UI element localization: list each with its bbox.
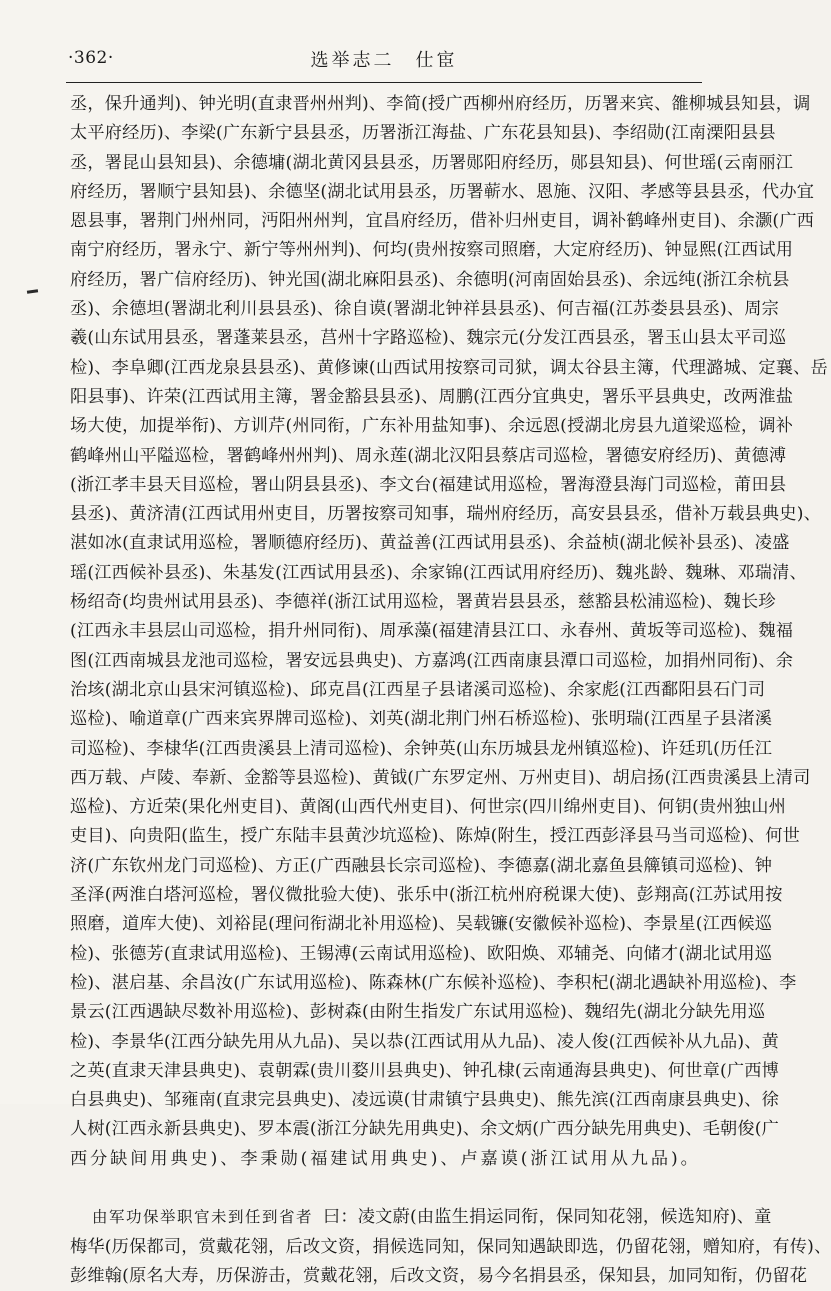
- text-line: 巡检)、方近荣(果化州吏目)、黄阁(山西代州吏目)、何世宗(四川绵州吏目)、何钥(贵州独山州: [70, 797, 786, 818]
- text-line: 鹤峰州山平隘巡检，署鹤峰州州判)、周永莲(湖北汉阳县蔡店司巡检，署德安府经历)、黄德溥: [70, 445, 787, 466]
- page-header: [68, 46, 700, 72]
- section-text: 曰：凌文蔚(由监生捐运同衔，保同知花翎，候选知府)、童: [323, 1207, 772, 1228]
- text-line: 司巡检)、李棣华(江西贵溪县上清司巡检)、余钟英(山东历城县龙州镇巡检)、许廷玑(历任江: [70, 738, 773, 759]
- body-text: [70, 90, 831, 1291]
- text-line: 检)、李景华(江西分缺先用从九品)、吴以恭(江西试用从九品)、凌人俊(江西候补从九品)、黄: [70, 1031, 780, 1052]
- text-line: 丞)、余德坦(署湖北利川县县丞)、徐自谟(署湖北钟祥县县丞)、何吉福(江苏娄县县丞)、周宗: [70, 299, 780, 320]
- text-line: 检)、湛启基、余昌汝(广东试用巡检)、陈森林(广东候补巡检)、李积杞(湖北遇缺补用巡检)、李: [70, 972, 797, 993]
- section-subhead: 由军功保举职官未到任到省者: [92, 1208, 314, 1227]
- text-line: 之英(直隶天津县典史)、袁朝霖(贵川婺川县典史)、钟孔棣(云南通海县典史)、何世章(广西博: [70, 1060, 780, 1081]
- text-line: 南宁府经历，署永宁、新宁等州州判)、何均(贵州按察司照磨，大定府经历)、钟显熙(江西试用: [70, 240, 794, 261]
- text-line: 照磨，道库大使)、刘裕昆(理问衔湖北补用巡检)、吴载镰(安徽候补巡检)、李景星(江西候巡: [70, 914, 773, 935]
- text-line: 丞，保升通判)、钟光明(直隶晋州州判)、李简(授广西柳州府经历，历署来宾、雒柳城县知县，调: [70, 94, 811, 114]
- text-line: 梅华(历保都司，赏戴花翎，后改文资，捐候选同知，保同知遇缺即选，仍留花翎，赠知府，有传)、: [70, 1236, 831, 1257]
- text-line: 彭维翰(原名大寿，历保游击，赏戴花翎，后改文资，易今名捐县丞，保知县，加同知衔，仍留花: [70, 1265, 808, 1286]
- text-line: (浙江孝丰县天目巡检，署山阴县县丞)、李文台(福建试用巡检，署海澄县海门司巡检，莆田县: [70, 474, 787, 495]
- section-line: [70, 1203, 772, 1232]
- text-line: 检)、张德芳(直隶试用巡检)、王锡溥(云南试用巡检)、欧阳焕、邓辅尧、向储才(湖北试用巡: [70, 943, 773, 964]
- text-line: 西万载、卢陵、奉新、金豁等县巡检)、黄钺(广东罗定州、万州吏目)、胡启扬(江西贵溪县上清司: [70, 767, 811, 788]
- text-line: 人树(江西永新县典史)、罗本震(浙江分缺先用典史)、余文炳(广西分缺先用典史)、毛朝俊(广: [70, 1119, 780, 1140]
- text-line: 杨绍奇(均贵州试用县丞)、李德祥(浙江试用巡检，署黄岩县县丞，慈豁县松浦巡检)、魏长珍: [70, 592, 776, 613]
- text-line: 治垓(湖北京山县宋河镇巡检)、邱克昌(江西星子县诸溪司巡检)、余家彪(江西鄱阳县石门司: [70, 679, 766, 700]
- text-line: 阳县事)、许荣(江西试用主簿，署金豁县县丞)、周鹏(江西分宜典史，署乐平县典史，改两淮盐: [70, 386, 794, 407]
- text-line: 白县典史)、邹雍南(直隶完县典史)、凌远谟(甘肃镇宁县典史)、熊先滨(江西南康县典史)、徐: [70, 1090, 780, 1111]
- text-line: 吏目)、向贵阳(监生，授广东陆丰县黄沙坑巡检)、陈焯(附生，授江西彭泽县马当司巡检)、何世: [70, 826, 801, 847]
- text-line: 圣泽(两淮白塔河巡检，署仪微批验大使)、张乐中(浙江杭州府税课大使)、彭翔高(江苏试用按: [70, 885, 783, 906]
- text-line: 检)、李阜卿(江西龙泉县县丞)、黄修谏(山西试用按察司司狱，调太谷县主簿，代理潞城、定襄、岳: [70, 357, 828, 378]
- text-line: 西分缺间用典史)、李秉勋(福建试用典史)、卢嘉谟(浙江试用从九品)。: [70, 1148, 698, 1169]
- text-line: 济(广东钦州龙门司巡检)、方正(广西融县长宗司巡检)、李德嘉(湖北嘉鱼县簰镇司巡检)、钟: [70, 855, 773, 876]
- text-line: 府经历，署广信府经历)、钟光国(湖北麻阳县丞)、余德明(河南固始县丞)、余远纯(浙江余杭县: [70, 269, 790, 290]
- text-line: 图(江西南城县龙池司巡检，署安远县典史)、方嘉鸿(江西南康县潭口司巡检，加捐州同衔)、余: [70, 650, 794, 671]
- text-line: 太平府经历)、李梁(广东新宁县县丞，历署浙江海盐、广东花县知县)、李绍勋(江南溧阳县县: [70, 123, 776, 144]
- text-line: 景云(江西遇缺尽数补用巡检)、彭树森(由附生指发广东试用巡检)、魏绍先(湖北分缺先用巡: [70, 1002, 766, 1023]
- header-rule: [66, 82, 702, 83]
- page-number: ·362·: [68, 48, 114, 68]
- text-line: [70, 1174, 698, 1203]
- text-line: 羲(山东试用县丞，署蓬莱县丞，莒州十字路巡检)、魏宗元(分发江西县丞，署玉山县太平司巡: [70, 328, 787, 349]
- text-line: 恩县事，署荆门州州同，沔阳州州判，宜昌府经历，借补归州吏目，调补鹤峰州吏目)、余灏(广西: [70, 211, 815, 232]
- text-line: 瑶(江西候补县丞)、朱基发(江西试用县丞)、余家锦(江西试用府经历)、魏兆龄、魏琳、邓瑞清、: [70, 562, 807, 583]
- text-line: 场大使，加提举衔)、方训芹(州同衔，广东补用盐知事)、余远恩(授湖北房县九道梁巡检，调补: [70, 416, 794, 437]
- running-title: 选举志二 仕宦: [310, 50, 458, 71]
- text-line: 巡检)、喻道章(广西来宾界牌司巡检)、刘英(湖北荆门州石桥巡检)、张明瑞(江西星子县渚溪: [70, 709, 773, 730]
- text-line: 丞，署昆山县知县)、余德墉(湖北黄冈县县丞，历署郧阳府经历，郧县知县)、何世瑶(云南丽江: [70, 152, 794, 173]
- text-line: 湛如冰(直隶试用巡检，署顺德府经历)、黄益善(江西试用县丞)、余益桢(湖北候补县丞)、凌盛: [70, 533, 790, 554]
- margin-mark: [27, 289, 38, 294]
- text-line: (江西永丰县层山司巡检，捐升州同衔)、周承藻(福建清县江口、永春州、黄坂等司巡检)、魏福: [70, 621, 794, 642]
- text-line: 府经历，署顺宁县知县)、余德坚(湖北试用县丞，历署蕲水、恩施、汉阳、孝感等县县丞，代办宜: [70, 181, 815, 202]
- text-line: 县丞)、黄济清(江西试用州吏目，历署按察司知事，瑞州府经历，高安县县丞，借补万载县典史)、: [70, 504, 821, 525]
